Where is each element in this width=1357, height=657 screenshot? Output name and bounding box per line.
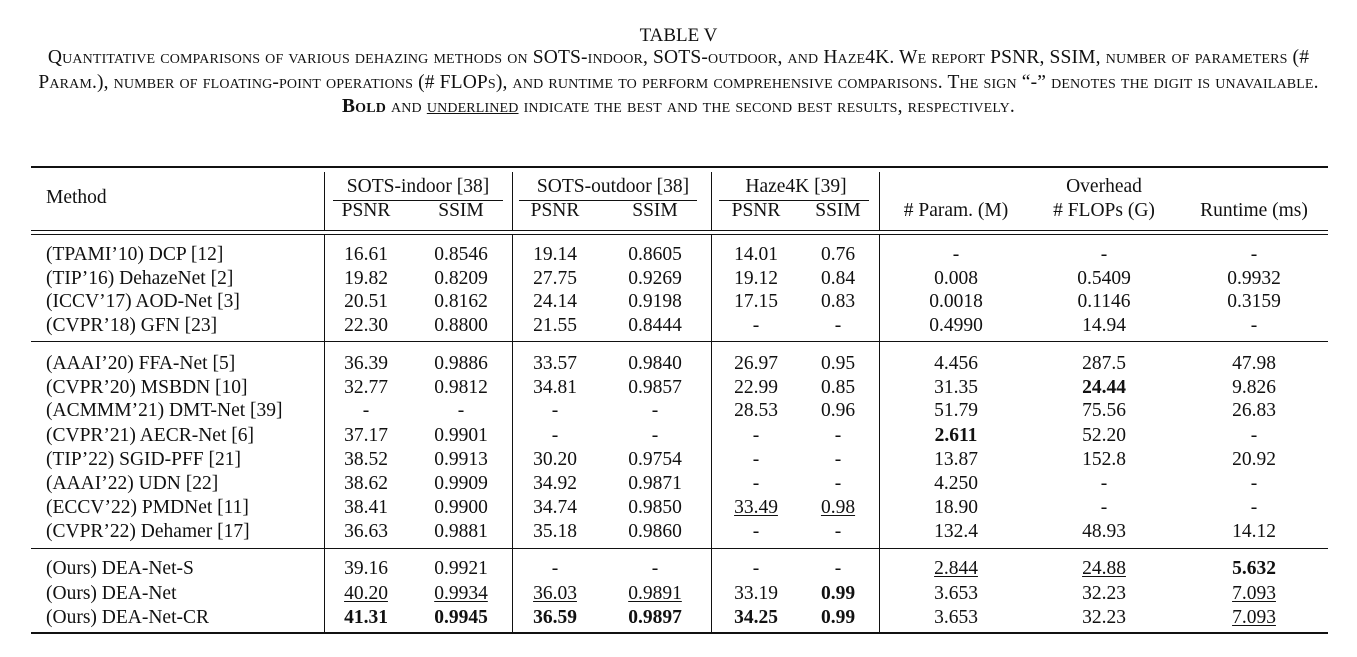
table-cell: 21.55 (533, 315, 577, 336)
table-cell: 51.79 (934, 400, 978, 421)
method-name: (ICCV’17) AOD-Net [3] (46, 291, 240, 312)
table-cell: 3.653 (934, 607, 978, 628)
table-cell: 47.98 (1232, 353, 1276, 374)
table-cell: 0.9897 (628, 607, 682, 628)
header-group-haze4k: Haze4K [39] (745, 176, 847, 197)
table-cell: 16.61 (344, 244, 388, 265)
table-cell: 52.20 (1082, 425, 1126, 446)
column-separator (711, 172, 712, 230)
table-cell: 40.20 (344, 583, 388, 604)
col-header: SSIM (438, 200, 484, 221)
method-name: (CVPR’22) Dehamer [17] (46, 521, 250, 542)
column-separator (879, 172, 880, 230)
table-cell: 18.90 (934, 497, 978, 518)
table-cell: 0.9909 (434, 473, 488, 494)
table-cell: 0.9812 (434, 377, 488, 398)
table-top-rule (31, 166, 1328, 168)
column-separator (711, 234, 712, 632)
table-cell: 24.88 (1082, 558, 1126, 579)
method-name: (AAAI’20) FFA-Net [5] (46, 353, 236, 374)
table-cell: 33.57 (533, 353, 577, 374)
table-cell: 0.8444 (628, 315, 682, 336)
table-cell: - (834, 425, 842, 446)
table-cell: 13.87 (934, 449, 978, 470)
table-cell: 0.85 (820, 377, 856, 398)
table-cell: 19.82 (344, 268, 388, 289)
table-cell: 0.9754 (628, 449, 682, 470)
table-cell: 0.008 (934, 268, 978, 289)
table-cell: 0.9857 (628, 377, 682, 398)
table-cell: 0.96 (820, 400, 856, 421)
table-cell: 39.16 (344, 558, 388, 579)
table-cell: 0.9840 (628, 353, 682, 374)
col-header: PSNR (530, 200, 580, 221)
table-cell: 30.20 (533, 449, 577, 470)
header-group-sots-indoor: SOTS-indoor [38] (346, 176, 490, 197)
table-cell: 0.1146 (1077, 291, 1131, 312)
header-rule-1 (31, 230, 1328, 231)
column-separator (324, 172, 325, 230)
table-cell: 7.093 (1232, 583, 1276, 604)
table-cell: 0.76 (820, 244, 856, 265)
group-separator-1 (31, 341, 1328, 342)
table-cell: - (834, 473, 842, 494)
table-cell: - (752, 315, 760, 336)
column-separator (324, 234, 325, 632)
header-group-overhead: Overhead (1066, 176, 1142, 197)
table-cell: 0.84 (820, 268, 856, 289)
table-cell: 75.56 (1082, 400, 1126, 421)
table-cell: - (1250, 497, 1258, 518)
table-cell: 0.9269 (628, 268, 682, 289)
table-cell: 7.093 (1232, 607, 1276, 628)
table-cell: 31.35 (934, 377, 978, 398)
table-cell: 0.83 (820, 291, 856, 312)
method-name: (Ours) DEA-Net-CR (46, 607, 210, 628)
column-separator (512, 172, 513, 230)
table-cell: 3.653 (934, 583, 978, 604)
table-cell: 132.4 (934, 521, 978, 542)
table-cell: - (752, 521, 760, 542)
table-cell: - (752, 473, 760, 494)
table-cell: - (1250, 244, 1258, 265)
table-cell: 33.19 (734, 583, 778, 604)
table-cell: 0.9913 (434, 449, 488, 470)
table-cell: 34.25 (734, 607, 778, 628)
table-cell: - (651, 558, 659, 579)
table-cell: 14.94 (1082, 315, 1126, 336)
table-cell: 32.77 (344, 377, 388, 398)
table-cell: 34.81 (533, 377, 577, 398)
table-cell: 34.92 (533, 473, 577, 494)
method-name: (Ours) DEA-Net (46, 583, 177, 604)
table-cell: - (752, 449, 760, 470)
caption-underline-word: underlined (426, 96, 519, 117)
table-cell: - (1250, 425, 1258, 446)
table-cell: 41.31 (344, 607, 388, 628)
table-cell: 0.9921 (434, 558, 488, 579)
table-cell: 38.62 (344, 473, 388, 494)
table-cell: 0.8800 (434, 315, 488, 336)
table-cell: 0.9886 (434, 353, 488, 374)
table-cell: 35.18 (533, 521, 577, 542)
table-cell: - (834, 521, 842, 542)
table-cell: - (952, 244, 960, 265)
table-cell: 20.92 (1232, 449, 1276, 470)
table-cell: 14.12 (1232, 521, 1276, 542)
table-cell: - (457, 400, 465, 421)
table-label: TABLE V (639, 25, 718, 46)
table-cell: 32.23 (1082, 583, 1126, 604)
table-cell: 0.8162 (434, 291, 488, 312)
table-cell: 38.41 (344, 497, 388, 518)
table-cell: 152.8 (1082, 449, 1126, 470)
table-cell: - (1100, 473, 1108, 494)
caption-bold-word: Bold (342, 96, 386, 117)
table-cell: - (651, 425, 659, 446)
caption-text-part1: Quantitative comparisons of various dehazing methods on SOTS-indoor, SOTS-outdoor, and Haze4K. We report PSNR, SSIM, number of parameters (# Param.), number of floating-point operations (# FLOPs), and runtime to perform comprehensive comparisons. The sign “-” denotes the digit is unavailable. (38, 47, 1319, 93)
method-name: (CVPR’21) AECR-Net [6] (46, 425, 254, 446)
table-cell: 9.826 (1232, 377, 1276, 398)
table-cell: 36.59 (533, 607, 577, 628)
method-name: (AAAI’22) UDN [22] (46, 473, 219, 494)
table-cell: - (834, 449, 842, 470)
table-cell: 4.250 (934, 473, 978, 494)
table-cell: 14.01 (734, 244, 778, 265)
header-method: Method (46, 187, 107, 208)
table-cell: 33.49 (734, 497, 778, 518)
table-cell: 0.98 (820, 497, 856, 518)
group-separator-2 (31, 548, 1328, 549)
table-cell: 0.9891 (628, 583, 682, 604)
method-name: (ACMMM’21) DMT-Net [39] (46, 400, 283, 421)
table-cell: 0.9860 (628, 521, 682, 542)
table-bottom-rule (31, 632, 1328, 634)
col-header: # FLOPs (G) (1053, 200, 1155, 221)
table-cell: - (834, 315, 842, 336)
table-cell: 0.0018 (929, 291, 983, 312)
col-header: # Param. (M) (903, 200, 1009, 221)
header-rule-2 (31, 234, 1328, 235)
col-header: SSIM (632, 200, 678, 221)
table-cell: 0.3159 (1227, 291, 1281, 312)
table-cell: 20.51 (344, 291, 388, 312)
table-cell: - (551, 558, 559, 579)
caption-text-part2: indicate the best and the second best results, respectively. (523, 96, 1015, 117)
method-name: (CVPR’20) MSBDN [10] (46, 377, 248, 398)
table-cell: 0.8209 (434, 268, 488, 289)
table-cell: 0.9871 (628, 473, 682, 494)
table-cell: 0.9932 (1227, 268, 1281, 289)
method-name: (TPAMI’10) DCP [12] (46, 244, 224, 265)
table-cell: 22.30 (344, 315, 388, 336)
table-cell: 24.44 (1082, 377, 1126, 398)
table-cell: 26.97 (734, 353, 778, 374)
table-cell: 2.611 (934, 425, 978, 446)
table-cell: 0.95 (820, 353, 856, 374)
table-cell: - (1100, 497, 1108, 518)
table-cell: 36.63 (344, 521, 388, 542)
table-cell: 5.632 (1232, 558, 1276, 579)
table-cell: 38.52 (344, 449, 388, 470)
table-cell: 0.9934 (434, 583, 488, 604)
table-cell: 19.12 (734, 268, 778, 289)
caption-and-word: and (391, 96, 422, 117)
table-cell: 0.9945 (434, 607, 488, 628)
table-cell: 0.9850 (628, 497, 682, 518)
method-name: (TIP’16) DehazeNet [2] (46, 268, 234, 289)
table-cell: 24.14 (533, 291, 577, 312)
table-cell: 0.8546 (434, 244, 488, 265)
table-cell: 0.9900 (434, 497, 488, 518)
table-caption (14, 46, 1343, 120)
method-name: (CVPR’18) GFN [23] (46, 315, 218, 336)
table-cell: - (834, 558, 842, 579)
header-group-sots-outdoor: SOTS-outdoor [38] (536, 176, 690, 197)
method-name: (TIP’22) SGID-PFF [21] (46, 449, 241, 470)
table-cell: 0.9901 (434, 425, 488, 446)
table-cell: 0.5409 (1077, 268, 1131, 289)
table-cell: - (551, 400, 559, 421)
column-separator (512, 234, 513, 632)
table-cell: - (651, 400, 659, 421)
table-cell: 0.99 (820, 607, 856, 628)
table-cell: 27.75 (533, 268, 577, 289)
col-header: Runtime (ms) (1200, 200, 1308, 221)
table-cell: 37.17 (344, 425, 388, 446)
table-cell: - (1250, 315, 1258, 336)
table-cell: 36.03 (533, 583, 577, 604)
col-header: PSNR (341, 200, 391, 221)
method-name: (Ours) DEA-Net-S (46, 558, 194, 579)
table-cell: - (752, 425, 760, 446)
table-cell: - (1250, 473, 1258, 494)
table-cell: 32.23 (1082, 607, 1126, 628)
table-cell: - (362, 400, 370, 421)
table-cell: 26.83 (1232, 400, 1276, 421)
table-cell: 4.456 (934, 353, 978, 374)
table-cell: 34.74 (533, 497, 577, 518)
table-cell: - (551, 425, 559, 446)
table-cell: 19.14 (533, 244, 577, 265)
table-cell: 17.15 (734, 291, 778, 312)
table-cell: 0.9881 (434, 521, 488, 542)
table-cell: 36.39 (344, 353, 388, 374)
table-cell: 48.93 (1082, 521, 1126, 542)
column-separator (879, 234, 880, 632)
table-cell: 0.8605 (628, 244, 682, 265)
table-cell: 0.99 (820, 583, 856, 604)
table-cell: - (752, 558, 760, 579)
table-cell: 0.4990 (929, 315, 983, 336)
col-header: PSNR (731, 200, 781, 221)
table-cell: 287.5 (1082, 353, 1126, 374)
table-cell: - (1100, 244, 1108, 265)
table-cell: 28.53 (734, 400, 778, 421)
method-name: (ECCV’22) PMDNet [11] (46, 497, 249, 518)
table-cell: 2.844 (934, 558, 978, 579)
table-cell: 0.9198 (628, 291, 682, 312)
table-cell: 22.99 (734, 377, 778, 398)
col-header: SSIM (815, 200, 861, 221)
